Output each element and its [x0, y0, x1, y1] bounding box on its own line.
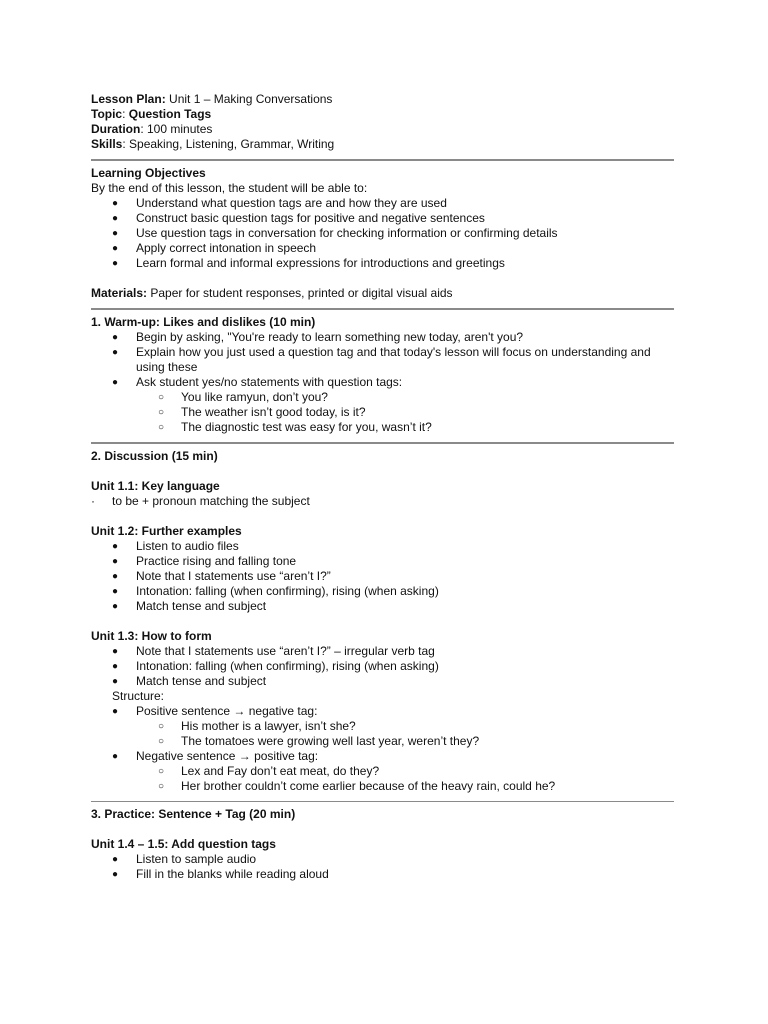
list-item: · to be + pronoun matching the subject	[91, 494, 674, 509]
topic-value: Question Tags	[128, 107, 212, 121]
unit-1-3-heading: Unit 1.3: How to form	[91, 629, 212, 643]
list-item-text: ● Explain how you just used a question tag and that today's lesson will focus on understanding and	[136, 345, 651, 359]
list-item: ● Intonation: falling (when confirming), rising (when asking)	[91, 659, 674, 674]
list-item	[91, 345, 674, 375]
unit-1-2-list	[91, 539, 674, 614]
objectives-list	[91, 196, 674, 271]
objectives-intro: By the end of this lesson, the student will be able to:	[91, 181, 368, 195]
sub-list-item: ○ Lex and Fay don’t eat meat, do they?	[91, 764, 674, 779]
lesson-label: Lesson Plan:	[91, 92, 166, 106]
unit-1-4-heading: Unit 1.4 – 1.5: Add question tags	[91, 837, 276, 851]
skills-label: Skills	[91, 137, 123, 151]
practice-list	[91, 852, 674, 882]
list-item: ● Positive sentence → negative tag:	[91, 704, 674, 719]
list-item: ● Note that I statements use “aren’t I?”	[91, 569, 674, 584]
list-item: ● Listen to audio files	[91, 539, 674, 554]
list-item: ● Apply correct intonation in speech	[91, 241, 674, 256]
topic-line	[91, 107, 674, 122]
skills-line	[91, 137, 674, 152]
list-item: ● Construct basic question tags for positive and negative sentences	[91, 211, 674, 226]
structure-list	[91, 704, 674, 794]
unit-1-2-heading: Unit 1.2: Further examples	[91, 524, 242, 538]
materials-value: Paper for student responses, printed or digital visual aids	[147, 286, 453, 300]
list-item: ● Match tense and subject	[91, 599, 674, 614]
list-item: ● Negative sentence → positive tag:	[91, 749, 674, 764]
practice-heading: 3. Practice: Sentence + Tag (20 min)	[91, 807, 296, 821]
sub-list-item: ○ You like ramyun, don’t you?	[91, 390, 674, 405]
divider	[91, 801, 674, 802]
lesson-title-line	[91, 92, 674, 107]
divider	[91, 442, 674, 444]
warmup-list	[91, 330, 674, 435]
skills-value: : Speaking, Listening, Grammar, Writing	[122, 137, 335, 151]
list-item: ● Ask student yes/no statements with question tags:	[91, 375, 674, 390]
lesson-value: Unit 1 – Making Conversations	[165, 92, 333, 106]
duration-value: : 100 minutes	[140, 122, 213, 136]
warmup-heading: 1. Warm-up: Likes and dislikes (10 min)	[91, 315, 316, 329]
sub-list-item: ○ The tomatoes were growing well last year, weren’t they?	[91, 734, 674, 749]
divider	[91, 308, 674, 310]
list-item: ● Fill in the blanks while reading aloud	[91, 867, 674, 882]
discussion-heading: 2. Discussion (15 min)	[91, 449, 218, 463]
list-item: ● Understand what question tags are and how they are used	[91, 196, 674, 211]
divider	[91, 159, 674, 161]
structure-label: Structure:	[112, 689, 165, 703]
sub-list-item: ○ The weather isn’t good today, is it?	[91, 405, 674, 420]
sub-list-item: ○ The diagnostic test was easy for you, wasn’t it?	[91, 420, 674, 435]
objectives-heading: Learning Objectives	[91, 166, 206, 180]
list-item: ● Practice rising and falling tone	[91, 554, 674, 569]
list-item: ● Intonation: falling (when confirming), rising (when asking)	[91, 584, 674, 599]
unit-1-3-list	[91, 644, 674, 689]
sub-list-item: ○ Her brother couldn’t come earlier because of the heavy rain, could he?	[91, 779, 674, 794]
unit-1-1-heading: Unit 1.1: Key language	[91, 479, 220, 493]
materials-line	[91, 286, 674, 301]
sub-list-item: ○ His mother is a lawyer, isn’t she?	[91, 719, 674, 734]
topic-separator: :	[122, 107, 129, 121]
list-item: ● Match tense and subject	[91, 674, 674, 689]
materials-label: Materials:	[91, 286, 148, 300]
topic-label: Topic	[91, 107, 123, 121]
duration-label: Duration	[91, 122, 141, 136]
lesson-plan-document	[91, 92, 674, 882]
list-item: ● Use question tags in conversation for checking information or confirming details	[91, 226, 674, 241]
list-item: ● Listen to sample audio	[91, 852, 674, 867]
list-item-text: using these	[136, 360, 198, 374]
duration-line	[91, 122, 674, 137]
list-item: ● Note that I statements use “aren’t I?” – irregular verb tag	[91, 644, 674, 659]
list-item: ● Learn formal and informal expressions for introductions and greetings	[91, 256, 674, 271]
unit-1-1-list	[91, 494, 674, 509]
list-item: ● Begin by asking, "You're ready to learn something new today, aren't you?	[91, 330, 674, 345]
